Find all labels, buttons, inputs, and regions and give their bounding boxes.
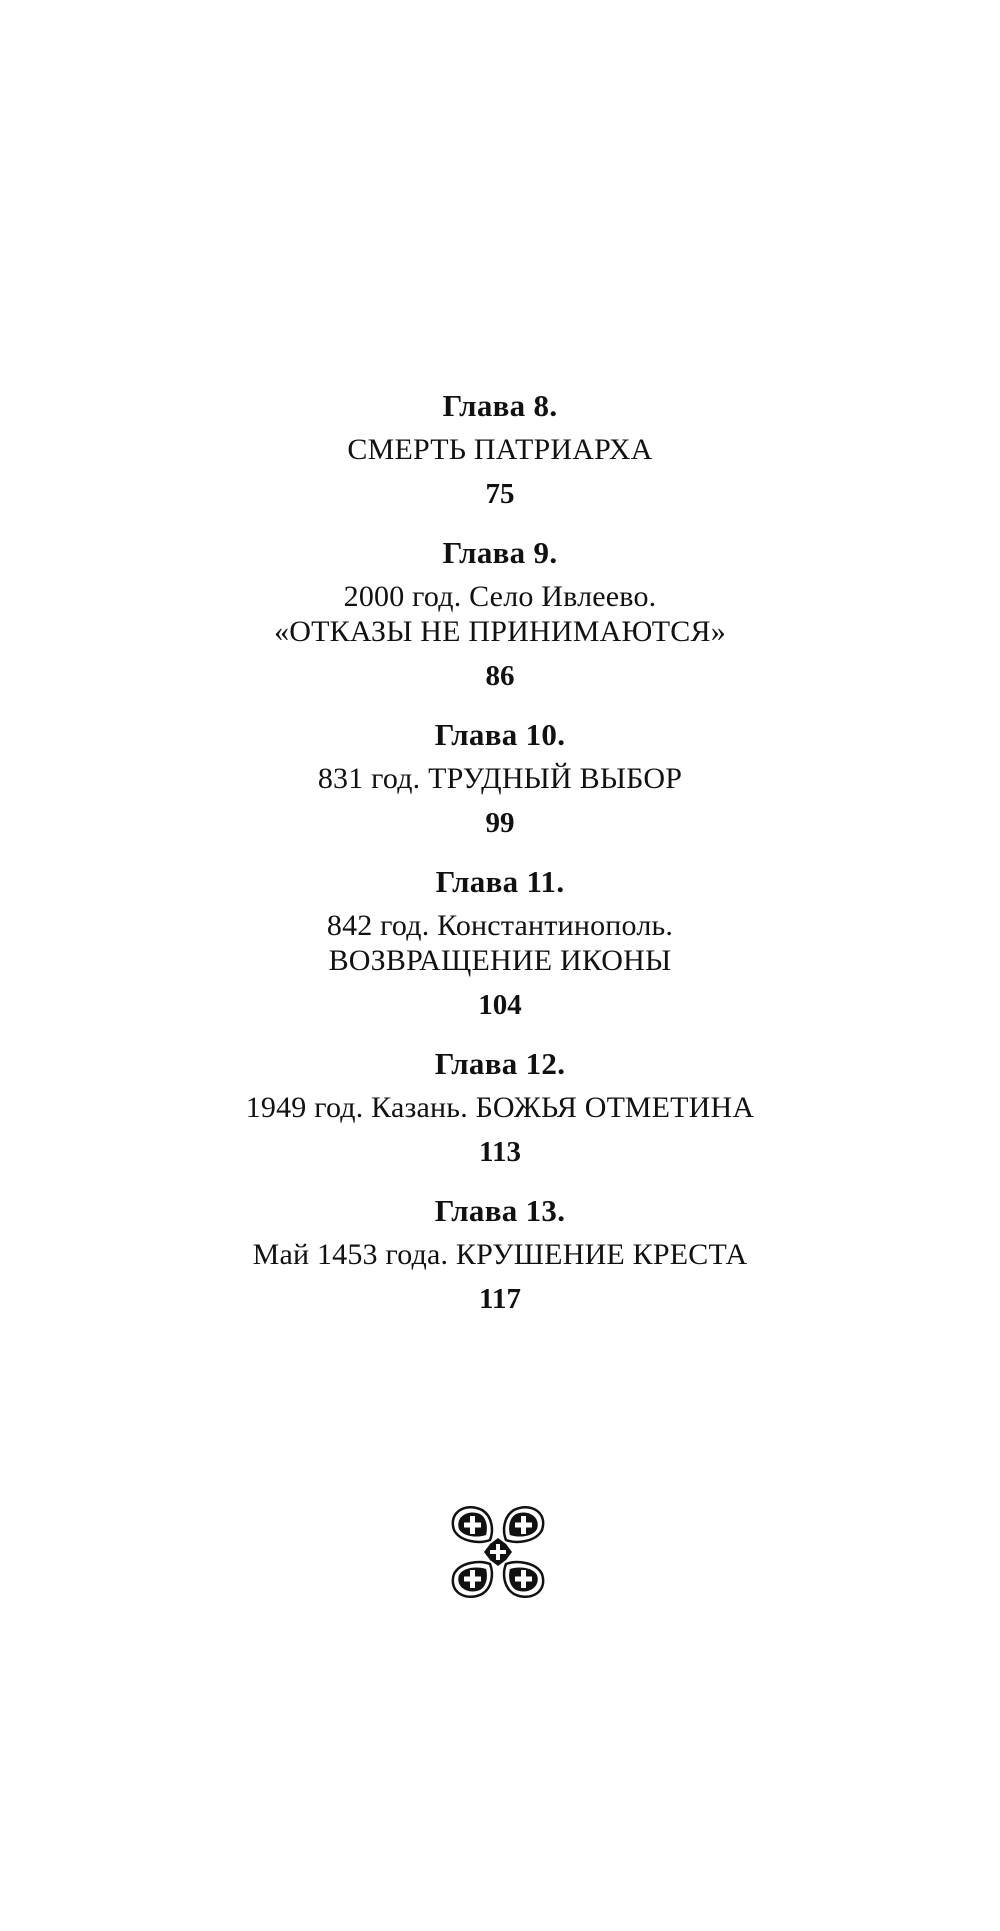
chapter-title-line: ВОЗВРАЩЕНИЕ ИКОНЫ [328,944,672,977]
chapter-title [0,1090,1000,1125]
chapter-label: Глава 8. [442,388,558,423]
toc-entry-chapter-11 [0,864,1000,1022]
toc-entry-chapter-12 [0,1046,1000,1169]
chapter-title [0,579,1000,649]
chapter-label: Глава 10. [434,717,566,752]
chapter-label: Глава 11. [435,864,565,899]
chapter-label: Глава 9. [442,535,558,570]
chapter-title-line: 2000 год. Село Ивлеево. [343,580,657,613]
chapter-title [0,432,1000,467]
page-number: 99 [485,807,515,839]
chapter-label: Глава 12. [434,1046,566,1081]
chapter-title-line: Май 1453 года. КРУШЕНИЕ КРЕСТА [252,1238,748,1271]
toc-entry-chapter-13 [0,1193,1000,1316]
chapter-title [0,1237,1000,1272]
chapter-title-line: «ОТКАЗЫ НЕ ПРИНИМАЮТСЯ» [274,615,726,648]
chapter-title-line: 831 год. ТРУДНЫЙ ВЫБОР [317,762,683,795]
page-number: 113 [479,1136,521,1168]
page-number: 75 [485,478,515,510]
page-number: 86 [485,660,515,692]
table-of-contents [0,388,1000,1340]
page-number: 117 [479,1283,521,1315]
chapter-label: Глава 13. [434,1193,566,1228]
byzantine-cross-ornament-icon [446,1500,550,1604]
toc-entry-chapter-9 [0,535,1000,693]
chapter-title-line: СМЕРТЬ ПАТРИАРХА [347,433,653,466]
chapter-title [0,908,1000,978]
chapter-title [0,761,1000,796]
chapter-title-line: 842 год. Константинополь. [326,909,674,942]
page-number: 104 [478,989,522,1021]
toc-entry-chapter-10 [0,717,1000,840]
chapter-title-line: 1949 год. Казань. БОЖЬЯ ОТМЕТИНА [245,1091,755,1124]
toc-entry-chapter-8 [0,388,1000,511]
